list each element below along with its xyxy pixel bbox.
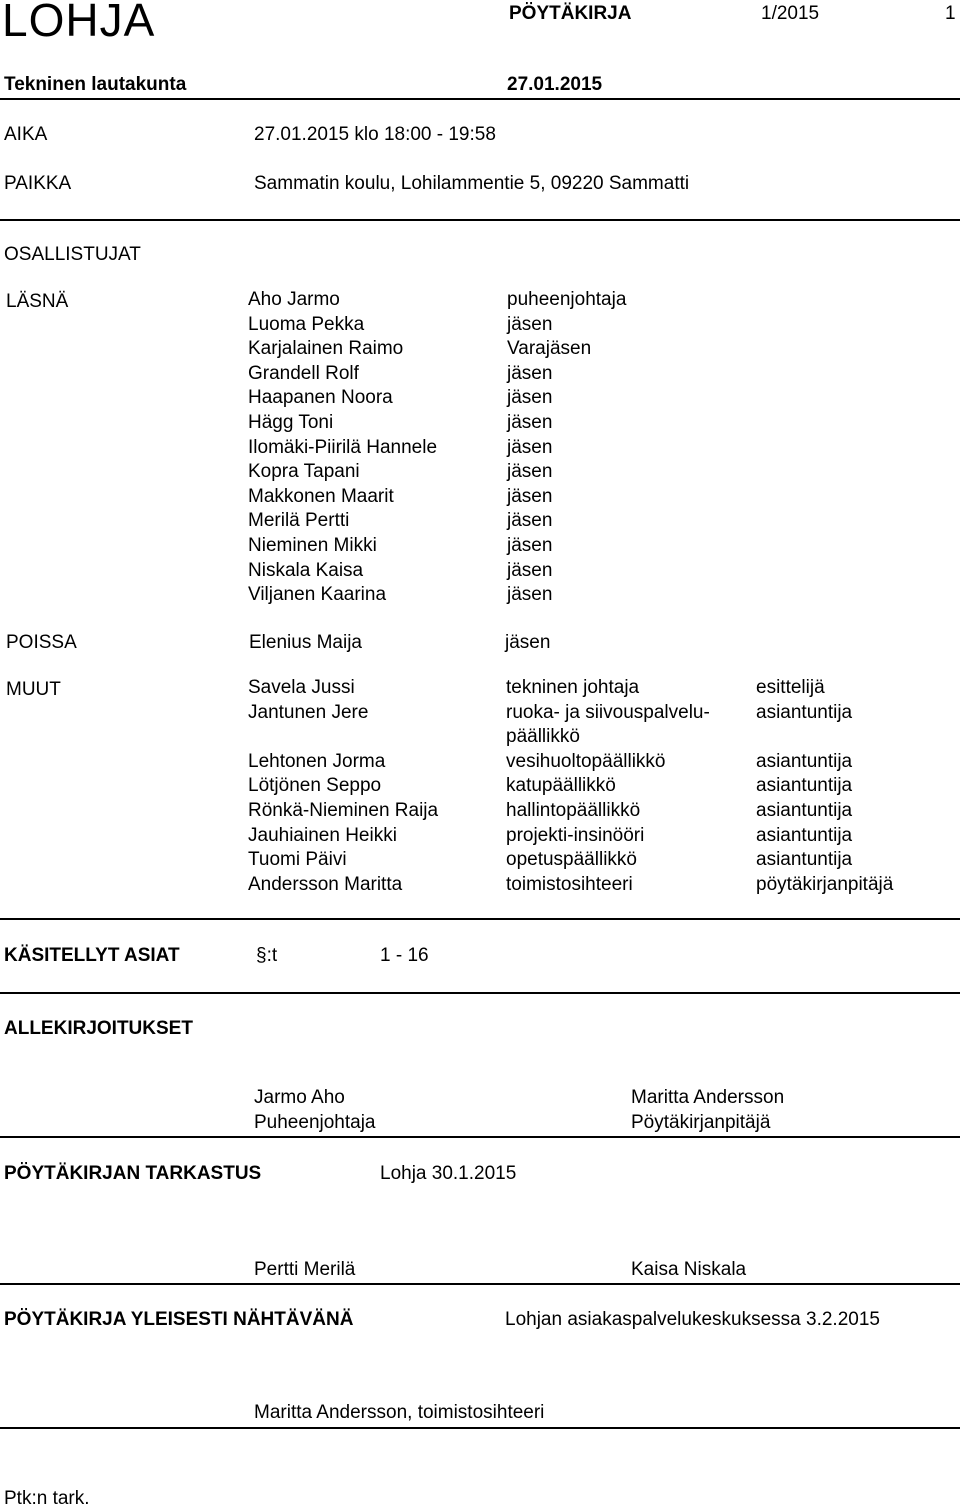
other-title: opetuspäällikkö: [506, 849, 637, 871]
time-value: 27.01.2015 klo 18:00 - 19:58: [254, 124, 496, 145]
present-role: jäsen: [507, 534, 553, 556]
public-value: Lohjan asiakaspalvelukeskuksessa 3.2.2015: [505, 1309, 880, 1330]
reviewer-2: Kaisa Niskala: [631, 1259, 747, 1280]
other-name: Lehtonen Jorma: [248, 750, 386, 772]
present-name: Haapanen Noora: [248, 387, 393, 409]
present-role: jäsen: [507, 362, 553, 384]
present-role: jäsen: [507, 559, 553, 581]
present-role: puheenjohtaja: [507, 289, 627, 310]
other-title: toimistosihteeri: [506, 873, 633, 895]
present-name: Luoma Pekka: [248, 313, 365, 335]
reviewer-1: Pertti Merilä: [254, 1259, 356, 1280]
document-type: PÖYTÄKIRJA: [509, 3, 632, 24]
review-place-date: Lohja 30.1.2015: [380, 1163, 517, 1184]
meeting-rule: [0, 219, 960, 221]
review-label: PÖYTÄKIRJAN TARKASTUS: [4, 1163, 262, 1184]
other-name: Andersson Maritta: [248, 873, 403, 895]
public-rule: [0, 1427, 960, 1429]
other-role: asiantuntija: [756, 750, 853, 772]
other-name: Jantunen Jere: [248, 701, 369, 723]
present-role: jäsen: [507, 584, 553, 606]
signatures-rule: [0, 1136, 960, 1138]
other-title: päällikkö: [506, 726, 580, 748]
other-role: asiantuntija: [756, 799, 853, 821]
present-name: Karjalainen Raimo: [248, 338, 404, 360]
participants-rule: [0, 918, 960, 920]
present-name: Grandell Rolf: [248, 362, 359, 384]
secretary-title: Pöytäkirjanpitäjä: [631, 1112, 771, 1133]
items-label: KÄSITELLYT ASIAT: [4, 945, 180, 966]
other-name: Rönkä-Nieminen Raija: [248, 799, 439, 821]
signatures-heading: ALLEKIRJOITUKSET: [4, 1018, 193, 1039]
others-label: MUUT: [6, 679, 61, 700]
other-name: Lötjönen Seppo: [248, 775, 382, 797]
page-number: 1: [945, 3, 956, 24]
other-role: pöytäkirjanpitäjä: [756, 873, 894, 895]
present-name: Viljanen Kaarina: [248, 584, 387, 606]
other-name: Tuomi Päivi: [248, 849, 347, 871]
present-role: Varajäsen: [507, 338, 592, 360]
present-roles: [507, 288, 626, 608]
lohja-logo: LOHJA: [2, 0, 156, 46]
present-role: jäsen: [507, 461, 553, 483]
present-name: Ilomäki-Piirilä Hannele: [248, 436, 438, 458]
items-range: 1 - 16: [380, 945, 429, 966]
meeting-date: 27.01.2015: [507, 74, 603, 95]
other-role: asiantuntija: [756, 849, 853, 871]
secretary-name: Maritta Andersson: [631, 1087, 785, 1108]
time-label: AIKA: [4, 124, 48, 145]
present-name: Aho Jarmo: [248, 289, 340, 310]
other-name: Savela Jussi: [248, 677, 355, 698]
present-name: Nieminen Mikki: [248, 534, 377, 556]
footer-note: Ptk:n tark.: [4, 1488, 90, 1509]
present-name: Niskala Kaisa: [248, 559, 364, 581]
other-title: katupäällikkö: [506, 775, 616, 797]
others-titles: [506, 676, 710, 897]
present-names: [248, 288, 437, 608]
present-role: jäsen: [507, 387, 553, 409]
participants-heading: OSALLISTUJAT: [4, 244, 141, 265]
other-title: ruoka- ja siivouspalvelu-: [506, 701, 710, 723]
absent-name: Elenius Maija: [249, 632, 362, 653]
section-mark: §:t: [256, 945, 278, 966]
other-title: projekti-insinööri: [506, 824, 645, 846]
document-number: 1/2015: [761, 3, 820, 24]
other-title: hallintopäällikkö: [506, 799, 641, 821]
chair-title: Puheenjohtaja: [254, 1112, 376, 1133]
other-role: asiantuntija: [756, 775, 853, 797]
present-role: jäsen: [507, 411, 553, 433]
present-role: jäsen: [507, 313, 553, 335]
others-roles: [756, 676, 893, 897]
place-value: Sammatin koulu, Lohilammentie 5, 09220 Sammatti: [254, 173, 690, 194]
items-rule: [0, 992, 960, 994]
header-rule: [0, 98, 960, 100]
public-signer: Maritta Andersson, toimistosihteeri: [254, 1402, 545, 1423]
other-role: esittelijä: [756, 677, 825, 698]
present-role: jäsen: [507, 510, 553, 532]
public-label: PÖYTÄKIRJA YLEISESTI NÄHTÄVÄNÄ: [4, 1309, 354, 1330]
other-role: asiantuntija: [756, 824, 853, 846]
other-title: tekninen johtaja: [506, 677, 640, 698]
absent-role: jäsen: [505, 632, 551, 653]
other-name: [248, 725, 438, 750]
present-role: jäsen: [507, 436, 553, 458]
committee-name: Tekninen lautakunta: [4, 74, 187, 95]
chair-name: Jarmo Aho: [254, 1087, 345, 1108]
other-role: asiantuntija: [756, 701, 853, 723]
review-rule: [0, 1283, 960, 1285]
place-label: PAIKKA: [4, 173, 72, 194]
present-name: Makkonen Maarit: [248, 485, 394, 507]
other-title: vesihuoltopäällikkö: [506, 750, 666, 772]
present-role: jäsen: [507, 485, 553, 507]
other-role: [756, 725, 893, 750]
absent-label: POISSA: [6, 632, 77, 653]
present-name: Kopra Tapani: [248, 461, 360, 483]
others-names: [248, 676, 438, 897]
present-name: Merilä Pertti: [248, 510, 350, 532]
present-name: Hägg Toni: [248, 411, 334, 433]
other-name: Jauhiainen Heikki: [248, 824, 397, 846]
present-label: LÄSNÄ: [6, 291, 69, 312]
